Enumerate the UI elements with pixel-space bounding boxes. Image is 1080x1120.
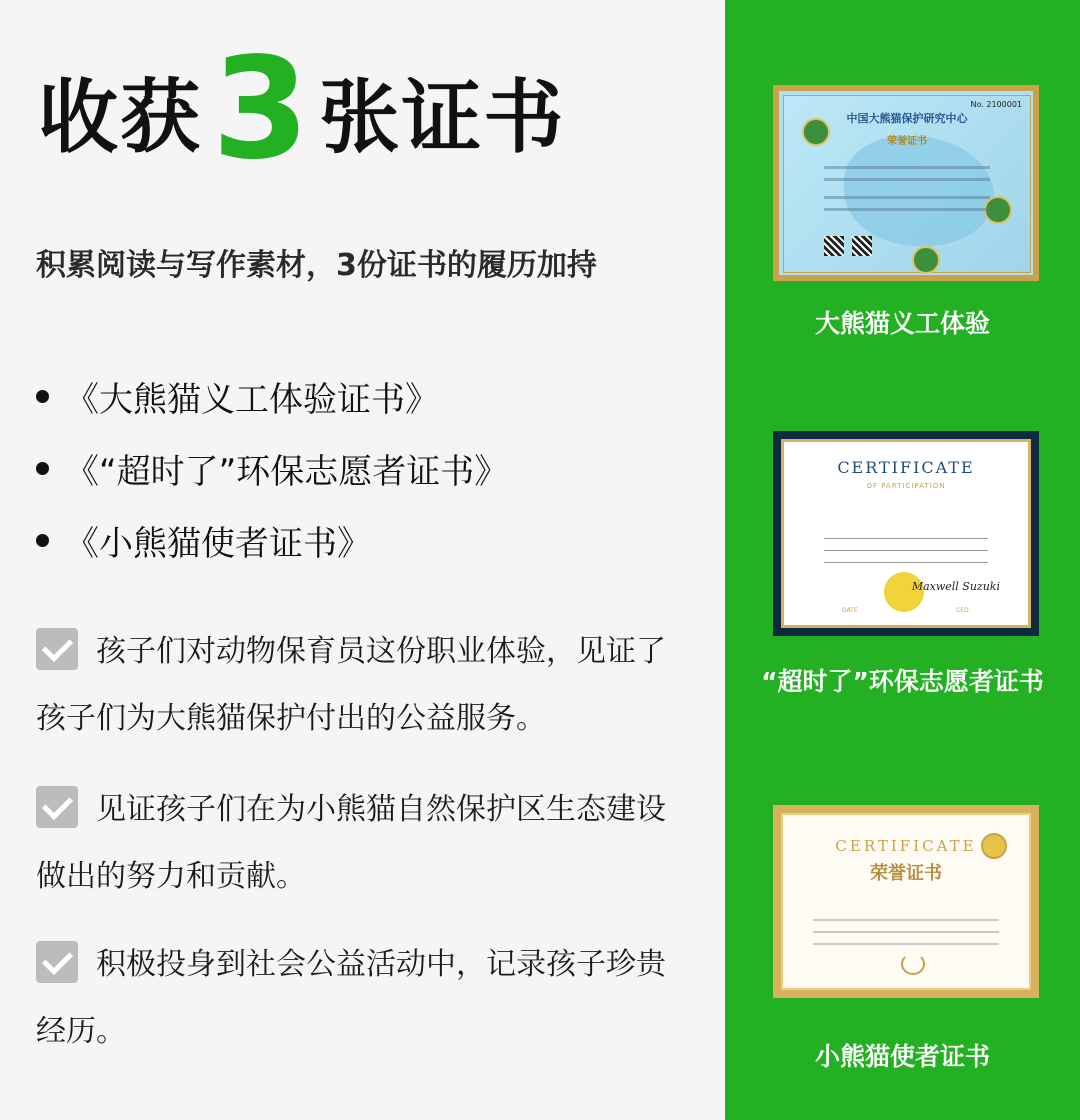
certificate-subheading: 荣誉证书 — [887, 136, 927, 147]
text-line — [824, 196, 990, 199]
certificate-caption: 小熊猫使者证书 — [814, 1042, 990, 1071]
text-line — [824, 538, 988, 539]
text-line — [824, 178, 990, 181]
certificate-caption: “超时了”环保志愿者证书 — [761, 667, 1044, 696]
list-item — [36, 504, 508, 576]
panda-seal-icon — [912, 246, 940, 274]
title-number: 3 — [212, 28, 310, 191]
panda-seal-icon — [802, 118, 830, 146]
text-line — [813, 943, 999, 945]
benefit-point — [36, 776, 676, 910]
checkbox-checked-icon — [36, 941, 78, 983]
certificate-subheading: OF PARTICIPATION — [866, 482, 946, 490]
checkbox-checked-icon — [36, 786, 78, 828]
bullet-dot-icon — [36, 390, 49, 403]
environment-volunteer-certificate-image — [773, 431, 1039, 636]
benefit-point — [36, 931, 676, 1065]
benefit-text: 孩子们对动物保育员这份职业体验，见证了孩子们为大熊猫保护付出的公益服务。 — [36, 634, 666, 736]
benefit-point — [36, 618, 676, 752]
list-item — [36, 432, 508, 504]
signature: Maxwell Suzuki — [911, 580, 1000, 593]
subtitle: 积累阅读与写作素材，3份证书的履历加持 — [36, 248, 597, 283]
page-title — [38, 28, 566, 191]
certificate-heading: CERTIFICATE — [835, 837, 977, 855]
list-item-label: 《小熊猫使者证书》 — [65, 523, 371, 564]
certificate-heading: 中国大熊猫保护研究中心 — [846, 112, 968, 125]
benefit-text: 见证孩子们在为小熊猫自然保护区生态建设做出的努力和贡献。 — [36, 792, 666, 894]
text-line — [824, 166, 990, 169]
ceo-label: CEO — [956, 607, 969, 614]
medal-icon — [981, 833, 1007, 859]
china-map-graphic — [844, 136, 994, 246]
benefit-text: 积极投身到社会公益活动中，记录孩子珍贵经历。 — [36, 947, 666, 1049]
title-part1: 收获 — [38, 70, 202, 164]
checkbox-checked-icon — [36, 628, 78, 670]
red-panda-ambassador-certificate-image — [773, 805, 1039, 998]
certificate-body — [783, 95, 1031, 273]
list-item-label: 《大熊猫义工体验证书》 — [65, 379, 439, 420]
certificate-heading: CERTIFICATE — [837, 458, 975, 477]
text-line — [824, 208, 990, 211]
certificate-subheading: 荣誉证书 — [870, 863, 942, 884]
list-item — [36, 360, 508, 432]
panda-volunteer-certificate-image — [773, 85, 1039, 281]
list-item-label: 《“超时了”环保志愿者证书》 — [65, 451, 509, 492]
bullet-dot-icon — [36, 462, 49, 475]
qr-code-icon — [824, 236, 844, 256]
text-line — [813, 931, 999, 933]
text-line — [813, 919, 999, 921]
certificate-body — [781, 813, 1031, 990]
title-part2: 张证书 — [319, 70, 566, 164]
qr-code-icon — [852, 236, 872, 256]
text-line — [824, 562, 988, 563]
text-line — [824, 550, 988, 551]
laurel-icon — [901, 953, 925, 975]
bullet-dot-icon — [36, 534, 49, 547]
certificate-caption: 大熊猫义工体验 — [814, 309, 990, 338]
date-label: DATE — [842, 607, 858, 614]
certificate-number: No. 2100001 — [970, 100, 1022, 109]
certificate-body — [781, 439, 1031, 628]
certificate-list — [36, 360, 508, 576]
